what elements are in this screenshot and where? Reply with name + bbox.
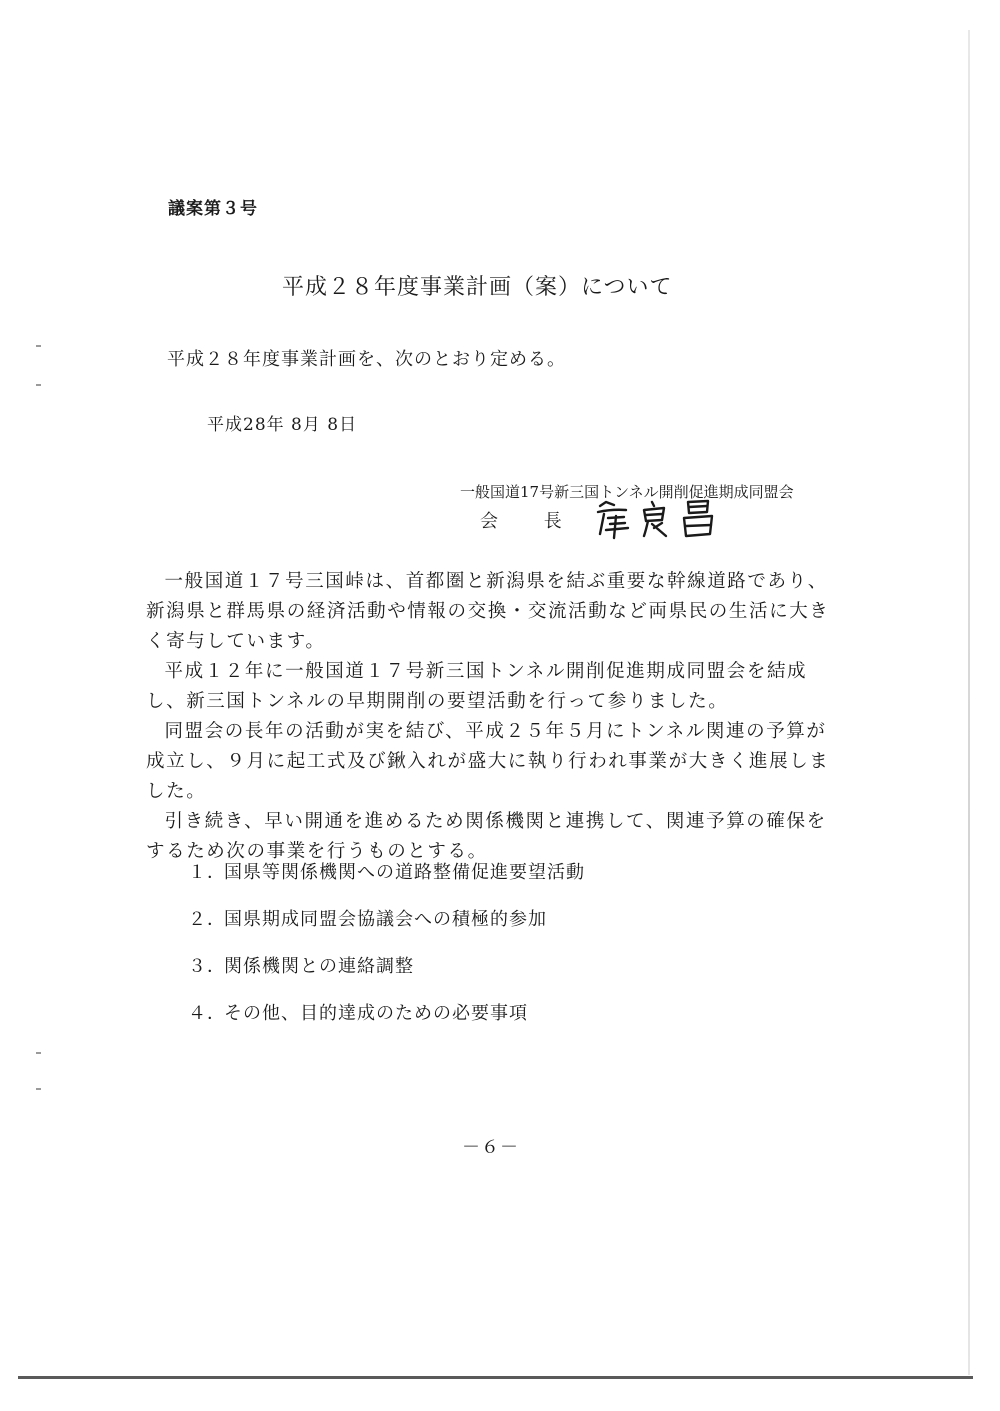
scan-mark	[36, 1088, 41, 1090]
project-list	[188, 858, 585, 1046]
page-edge-bottom	[18, 1376, 973, 1379]
list-item-text: 関係機関との連絡調整	[224, 956, 414, 977]
list-item	[188, 999, 585, 1046]
list-item-number: １．	[188, 862, 226, 883]
document-title: 平成２８年度事業計画（案）について	[282, 275, 673, 300]
list-item-number: ２．	[188, 909, 226, 930]
president-title: 会 長	[480, 511, 582, 532]
list-item-text: その他、目的達成のための必要事項	[224, 1003, 528, 1024]
paragraph-1: 一般国道１７号三国峠は、首都圏と新潟県を結ぶ重要な幹線道路であり、新潟県と群馬県の経済活動や情報の交換・交流活動など両県民の生活に大きく寄与しています。	[146, 571, 830, 652]
page-edge-right	[968, 30, 970, 1375]
page-number: －６－	[462, 1137, 519, 1158]
scan-mark	[36, 1052, 41, 1054]
list-item-text: 国県期成同盟会協議会への積極的参加	[224, 909, 547, 930]
agenda-number: 議案第３号	[168, 199, 258, 219]
paragraph-2: 平成１２年に一般国道１７号新三国トンネル開削促進期成同盟会を結成し、新三国トンネルの早期開削の要望活動を行って参りました。	[146, 661, 808, 712]
list-item-number: ４．	[188, 1003, 226, 1024]
list-item	[188, 952, 585, 999]
resolution-statement: 平成２８年度事業計画を、次のとおり定める。	[167, 349, 566, 370]
scan-mark	[36, 384, 41, 386]
body-text	[146, 567, 846, 867]
list-item-text: 国県等関係機関への道路整備促進要望活動	[224, 862, 585, 883]
organization-name: 一般国道17号新三国トンネル開削促進期成同盟会	[460, 483, 794, 501]
list-item	[188, 858, 585, 905]
list-item-number: ３．	[188, 956, 226, 977]
scan-mark	[36, 345, 41, 347]
paragraph-4: 引き続き、早い開通を進めるため関係機関と連携して、関連予算の確保をするため次の事業を行うものとする。	[146, 811, 827, 862]
list-item	[188, 905, 585, 952]
handwritten-signature	[592, 496, 732, 540]
paragraph-3: 同盟会の長年の活動が実を結び、平成２５年５月にトンネル関連の予算が成立し、９月に起工式及び鍬入れが盛大に執り行われ事業が大きく進展しました。	[146, 721, 830, 802]
document-date: 平成28年 8月 8日	[207, 415, 358, 435]
